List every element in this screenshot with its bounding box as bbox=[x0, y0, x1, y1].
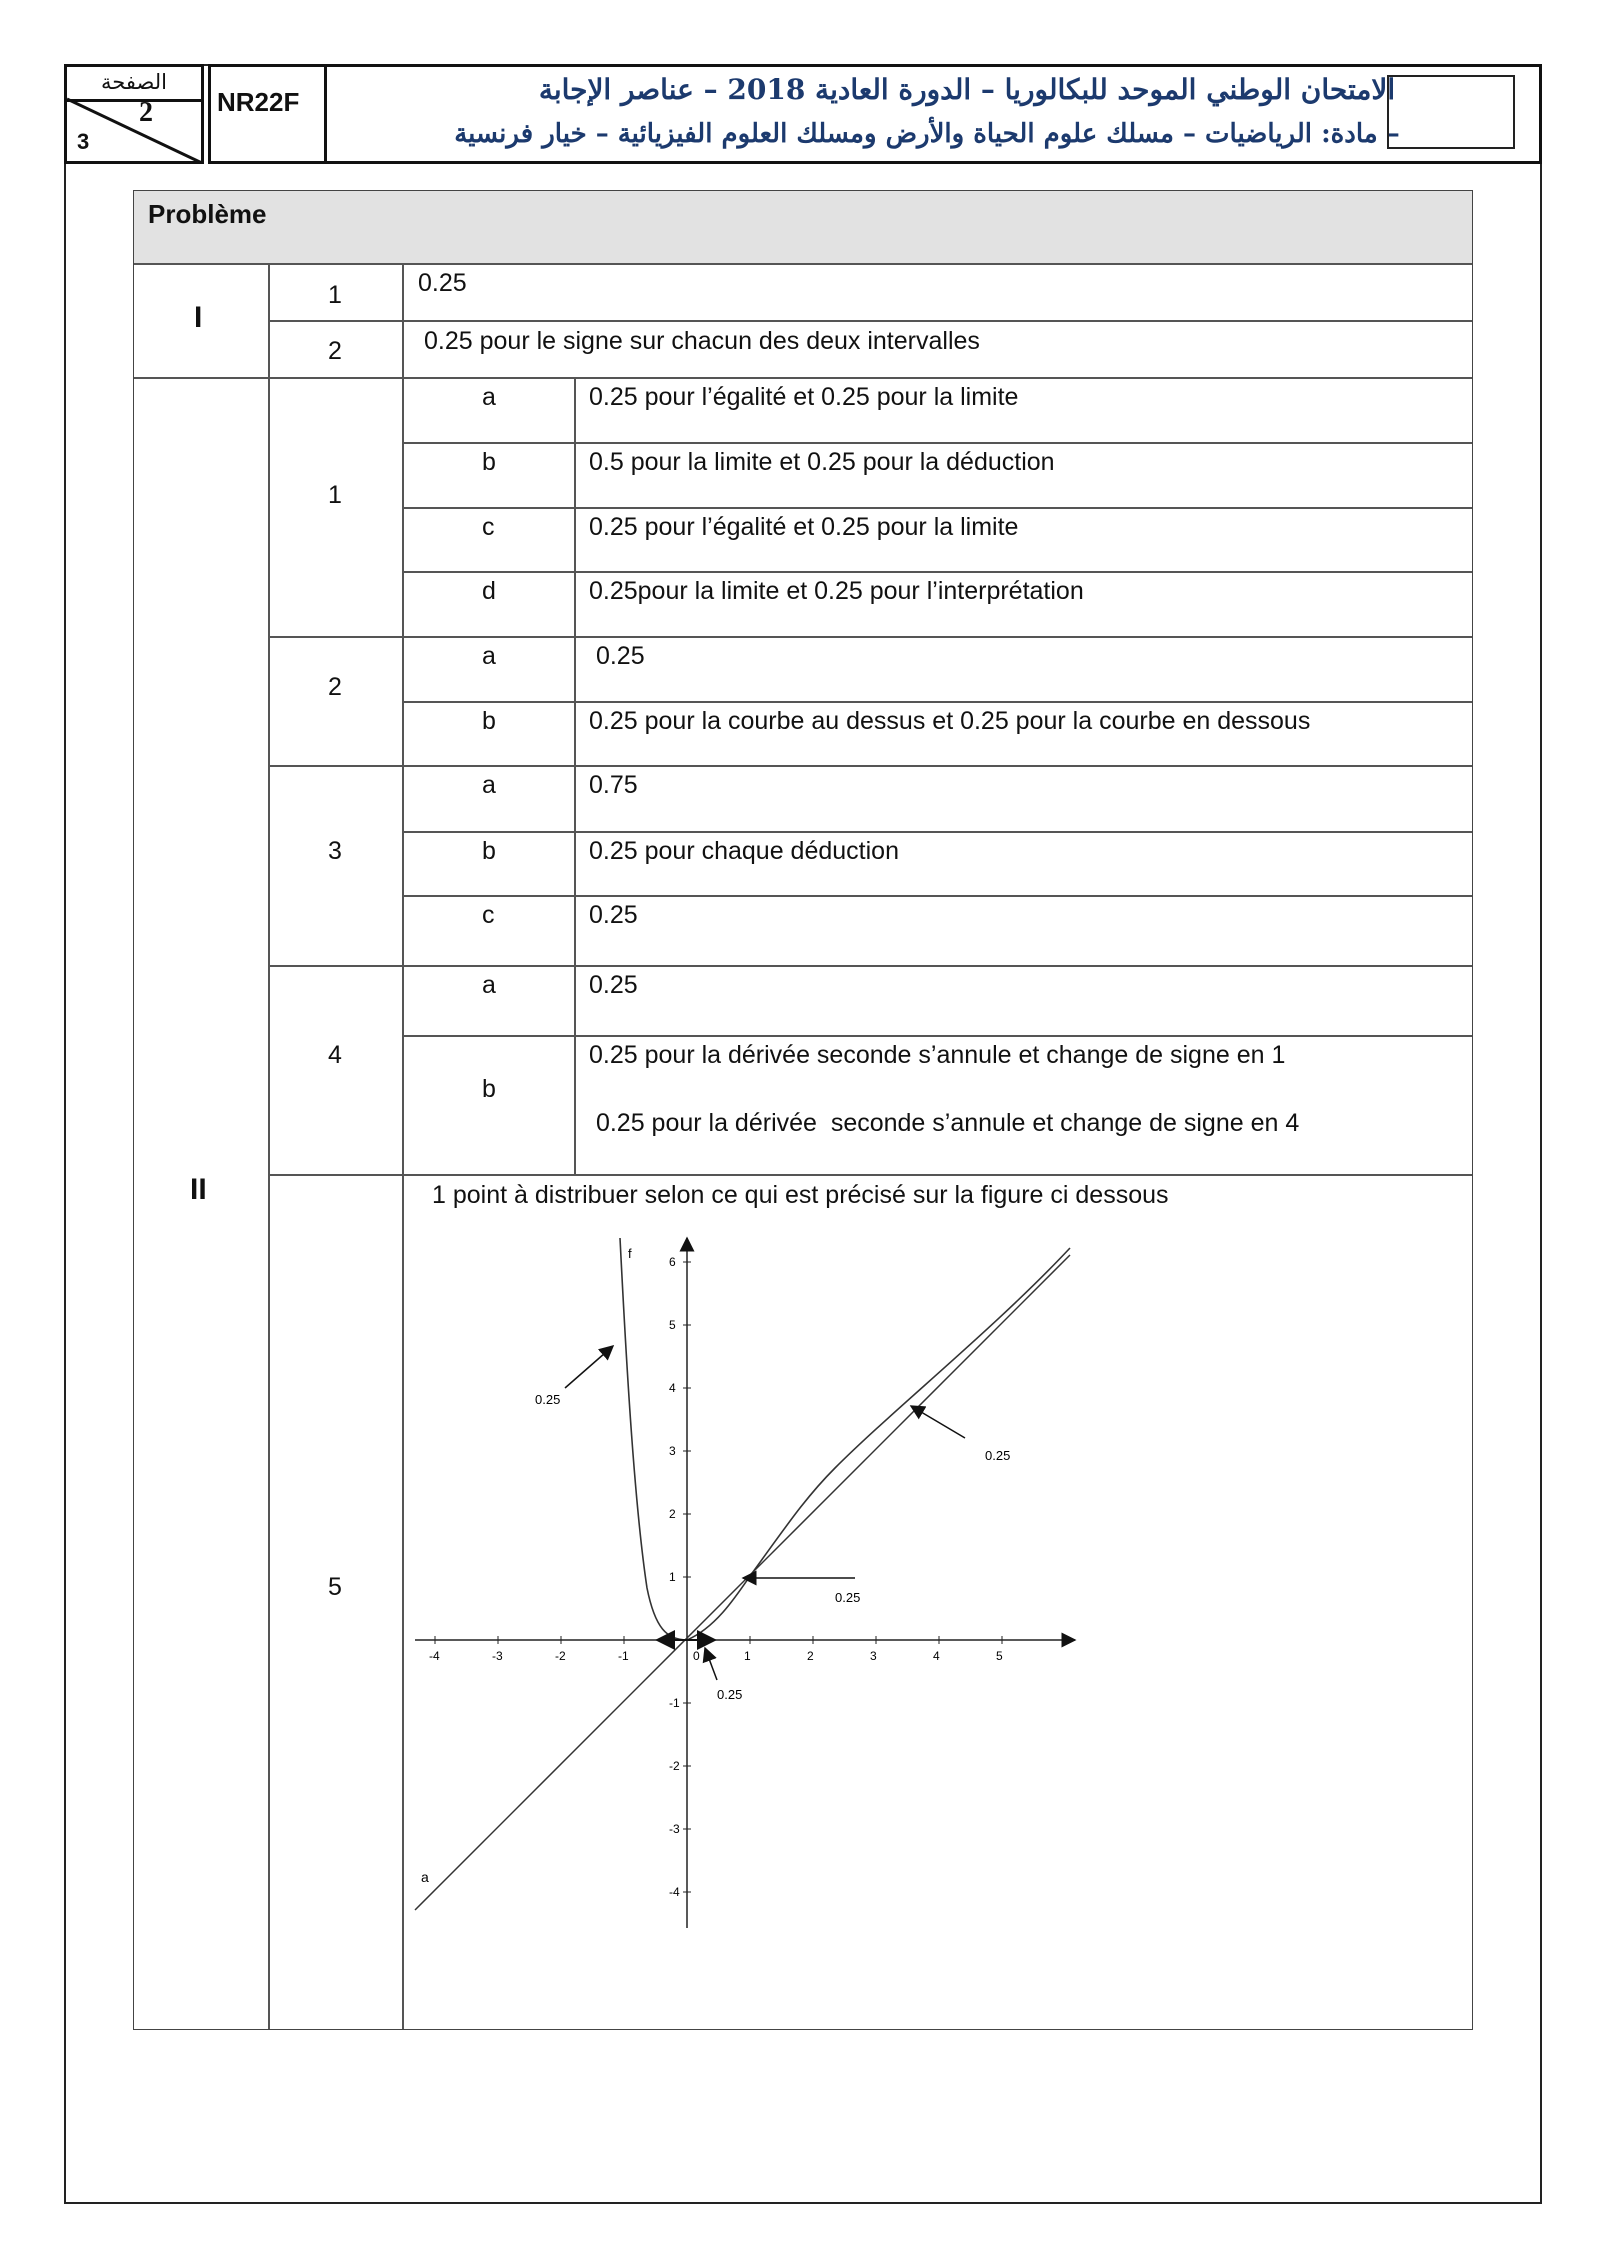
exam-title-line1: الامتحان الوطني الموحد للبكالوريا – الدورة العادية 2018 – عناصر الإجابة bbox=[538, 73, 1396, 106]
x-tick-label: 4 bbox=[933, 1649, 940, 1663]
table-header bbox=[134, 191, 1472, 263]
y-tick-label: 4 bbox=[669, 1381, 676, 1395]
annotation-label-2: 0.25 bbox=[985, 1448, 1011, 1463]
q2-a-text: 0.25 bbox=[589, 642, 645, 670]
annotation-label-1: 0.25 bbox=[535, 1392, 561, 1407]
page-number: 2 bbox=[139, 97, 153, 128]
exam-title-box bbox=[324, 64, 1542, 164]
q4-sub-b: b bbox=[482, 1075, 496, 1103]
y-tick-label: -3 bbox=[669, 1822, 680, 1836]
total-pages: 3 bbox=[77, 129, 90, 154]
y-tick-label: 2 bbox=[669, 1507, 676, 1521]
asymptote-line-a bbox=[415, 1255, 1070, 1910]
x-tick-label: 0 bbox=[693, 1649, 700, 1663]
annotation-arrow-1 bbox=[565, 1346, 613, 1388]
x-tick-label: 2 bbox=[807, 1649, 814, 1663]
q3-sub-a: a bbox=[482, 771, 496, 799]
exam-title-line2: – مادة: الرياضيات – مسلك علوم الحياة والأرض ومسلك العلوم الفيزيائية – خيار فرنسية bbox=[454, 119, 1400, 149]
q1-sub-b: b bbox=[482, 448, 496, 476]
part-i-q1-text: 0.25 bbox=[418, 269, 467, 297]
table-title: Problème bbox=[148, 199, 267, 229]
annotation-label-4: 0.25 bbox=[717, 1687, 743, 1702]
q2-b-text: 0.25 pour la courbe au dessus et 0.25 pour la courbe en dessous bbox=[589, 707, 1311, 735]
page-label: الصفحة bbox=[67, 69, 201, 102]
q1-sub-a: a bbox=[482, 383, 496, 411]
empty-box bbox=[1387, 75, 1515, 149]
q1-b-text: 0.5 pour la limite et 0.25 pour la déduction bbox=[589, 448, 1055, 476]
part-i-q2-number: 2 bbox=[328, 337, 342, 365]
y-tick-label: 5 bbox=[669, 1318, 676, 1332]
q4-b-text-line2: 0.25 pour la dérivée seconde s’annule et change de signe en 4 bbox=[589, 1109, 1300, 1137]
q5-number: 5 bbox=[328, 1573, 342, 1601]
q3-b-text: 0.25 pour chaque déduction bbox=[589, 837, 899, 865]
annotation-arrow-4 bbox=[705, 1648, 717, 1680]
q1-d-text: 0.25pour la limite et 0.25 pour l’interprétation bbox=[589, 577, 1084, 605]
y-tick-label: -2 bbox=[669, 1759, 680, 1773]
y-tick-label: 3 bbox=[669, 1444, 676, 1458]
part-ii-label: II bbox=[190, 1173, 207, 1206]
q4-a-text: 0.25 bbox=[589, 971, 638, 999]
curve-label-f: f bbox=[628, 1246, 632, 1261]
y-tick-label: -4 bbox=[669, 1885, 680, 1899]
q2-number: 2 bbox=[328, 673, 342, 701]
y-tick-label: 1 bbox=[669, 1570, 676, 1584]
x-tick-label: 5 bbox=[996, 1649, 1003, 1663]
page-number-box bbox=[64, 64, 204, 164]
x-tick-label: 1 bbox=[744, 1649, 751, 1663]
q2-sub-b: b bbox=[482, 707, 496, 735]
annotation-label-3: 0.25 bbox=[835, 1590, 861, 1605]
curve-label-a: a bbox=[421, 1869, 429, 1885]
q3-sub-b: b bbox=[482, 837, 496, 865]
q4-sub-a: a bbox=[482, 971, 496, 999]
annotation-arrow-2 bbox=[911, 1406, 965, 1438]
curve-f-left bbox=[620, 1238, 687, 1640]
x-tick-label: 3 bbox=[870, 1649, 877, 1663]
q5-text: 1 point à distribuer selon ce qui est précisé sur la figure ci dessous bbox=[432, 1181, 1169, 1209]
q3-number: 3 bbox=[328, 837, 342, 865]
q1-number: 1 bbox=[328, 481, 342, 509]
part-i-label: I bbox=[194, 301, 203, 334]
y-tick-label: 6 bbox=[669, 1255, 676, 1269]
q1-sub-c: c bbox=[482, 513, 495, 541]
x-tick-label: -1 bbox=[618, 1649, 629, 1663]
x-tick-label: -2 bbox=[555, 1649, 566, 1663]
exam-code: NR22F bbox=[208, 64, 324, 164]
q3-sub-c: c bbox=[482, 901, 495, 929]
part-i-q2-text: 0.25 pour le signe sur chacun des deux intervalles bbox=[424, 327, 980, 355]
function-graph bbox=[395, 1228, 1195, 1968]
x-tick-label: -3 bbox=[492, 1649, 503, 1663]
q1-a-text: 0.25 pour l’égalité et 0.25 pour la limite bbox=[589, 383, 1019, 411]
q4-number: 4 bbox=[328, 1041, 342, 1069]
q3-a-text: 0.75 bbox=[589, 771, 638, 799]
q3-c-text: 0.25 bbox=[589, 901, 638, 929]
part-i-q1-number: 1 bbox=[328, 281, 342, 309]
y-tick-label: -1 bbox=[669, 1696, 680, 1710]
q1-c-text: 0.25 pour l’égalité et 0.25 pour la limite bbox=[589, 513, 1019, 541]
x-tick-label: -4 bbox=[429, 1649, 440, 1663]
q4-b-text-line1: 0.25 pour la dérivée seconde s’annule et change de signe en 1 bbox=[589, 1041, 1286, 1069]
q1-sub-d: d bbox=[482, 577, 496, 605]
q2-sub-a: a bbox=[482, 642, 496, 670]
